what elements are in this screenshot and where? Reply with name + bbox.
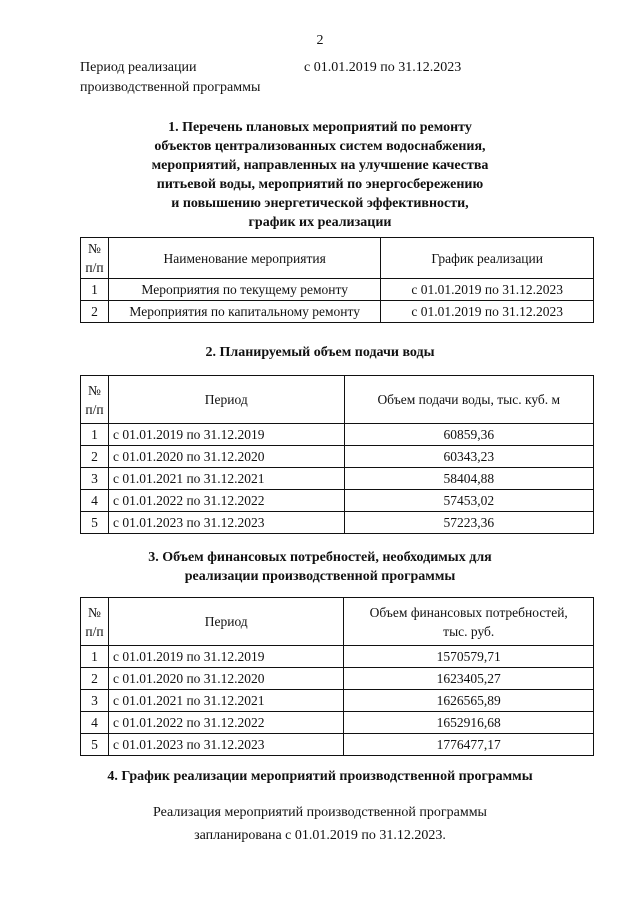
row-value: 1626565,89	[344, 690, 594, 712]
row-period: с 01.01.2021 по 31.12.2021	[108, 690, 343, 712]
row-schedule: с 01.01.2019 по 31.12.2023	[381, 279, 594, 301]
section1-title-line: 1. Перечень плановых мероприятий по ремонту	[168, 120, 472, 135]
row-period: с 01.01.2019 по 31.12.2019	[108, 646, 343, 668]
activities-table	[80, 237, 594, 323]
row-num: 1	[81, 646, 109, 668]
row-value: 1776477,17	[344, 734, 594, 756]
section2-title: 2. Планируемый объем подачи воды	[205, 345, 435, 360]
section4-text	[60, 801, 580, 847]
implementation-period-label	[80, 58, 260, 98]
table-row	[81, 712, 594, 734]
section1-title-line: и повышению энергетической эффективности,	[171, 196, 469, 211]
table-row	[81, 424, 594, 446]
section1-title-line: мероприятий, направленных на улучшение качества	[151, 158, 489, 173]
row-period: с 01.01.2019 по 31.12.2019	[108, 424, 344, 446]
table-row	[81, 512, 594, 534]
table-header-row	[81, 238, 594, 279]
row-num: 1	[81, 424, 109, 446]
row-value: 60343,23	[344, 446, 594, 468]
section1-title-line: питьевой воды, мероприятий по энергосбережению	[156, 177, 484, 192]
header-financial-needs: Объем финансовых потребностей, тыс. руб.	[344, 598, 594, 646]
section4-text-line: Реализация мероприятий производственной программы	[153, 805, 487, 820]
row-value: 58404,88	[344, 468, 594, 490]
row-num: 1	[81, 279, 109, 301]
row-period: с 01.01.2022 по 31.12.2022	[108, 712, 343, 734]
section3-title-line: реализации производственной программы	[184, 569, 456, 584]
implementation-period-value: с 01.01.2019 по 31.12.2023	[304, 60, 462, 75]
row-value: 57453,02	[344, 490, 594, 512]
section3-title-line: 3. Объем финансовых потребностей, необходимых для	[148, 550, 492, 565]
header-activity-name: Наименование мероприятия	[108, 238, 380, 279]
table-row	[81, 301, 594, 323]
header-num: № п/п	[81, 238, 109, 279]
table-row	[81, 490, 594, 512]
row-schedule: с 01.01.2019 по 31.12.2023	[381, 301, 594, 323]
row-num: 4	[81, 490, 109, 512]
water-supply-table	[80, 375, 594, 534]
table-row	[81, 690, 594, 712]
row-period: с 01.01.2021 по 31.12.2021	[108, 468, 344, 490]
row-value: 57223,36	[344, 512, 594, 534]
row-num: 3	[81, 690, 109, 712]
section1-title-line: график их реализации	[248, 215, 392, 230]
row-value: 60859,36	[344, 424, 594, 446]
row-num: 3	[81, 468, 109, 490]
row-period: с 01.01.2023 по 31.12.2023	[108, 734, 343, 756]
table-row	[81, 668, 594, 690]
table-row	[81, 468, 594, 490]
section1-title-line: объектов централизованных систем водоснабжения,	[154, 139, 486, 154]
period-label-line1: Период реализации	[80, 60, 197, 75]
row-num: 2	[81, 301, 109, 323]
row-activity-name: Мероприятия по капитальному ремонту	[108, 301, 380, 323]
row-num: 5	[81, 734, 109, 756]
header-num: № п/п	[81, 598, 109, 646]
header-schedule: График реализации	[381, 238, 594, 279]
header-period: Период	[108, 376, 344, 424]
row-period: с 01.01.2020 по 31.12.2020	[108, 446, 344, 468]
row-num: 4	[81, 712, 109, 734]
period-label-line2: производственной программы	[80, 80, 261, 95]
section1-title	[60, 118, 580, 232]
row-activity-name: Мероприятия по текущему ремонту	[108, 279, 380, 301]
row-period: с 01.01.2020 по 31.12.2020	[108, 668, 343, 690]
table-row	[81, 446, 594, 468]
row-value: 1623405,27	[344, 668, 594, 690]
row-value: 1570579,71	[344, 646, 594, 668]
row-value: 1652916,68	[344, 712, 594, 734]
table-row	[81, 646, 594, 668]
section4-text-line: запланирована с 01.01.2019 по 31.12.2023.	[194, 828, 446, 843]
section3-title	[60, 548, 580, 586]
table-header-row	[81, 376, 594, 424]
row-num: 2	[81, 668, 109, 690]
page-number: 2	[316, 33, 324, 48]
table-header-row	[81, 598, 594, 646]
row-period: с 01.01.2022 по 31.12.2022	[108, 490, 344, 512]
table-row	[81, 734, 594, 756]
row-num: 2	[81, 446, 109, 468]
header-water-volume: Объем подачи воды, тыс. куб. м	[344, 376, 594, 424]
header-num: № п/п	[81, 376, 109, 424]
table-row	[81, 279, 594, 301]
row-period: с 01.01.2023 по 31.12.2023	[108, 512, 344, 534]
header-period: Период	[108, 598, 343, 646]
financial-needs-table	[80, 597, 594, 756]
section4-title: 4. График реализации мероприятий производственной программы	[107, 769, 533, 784]
row-num: 5	[81, 512, 109, 534]
